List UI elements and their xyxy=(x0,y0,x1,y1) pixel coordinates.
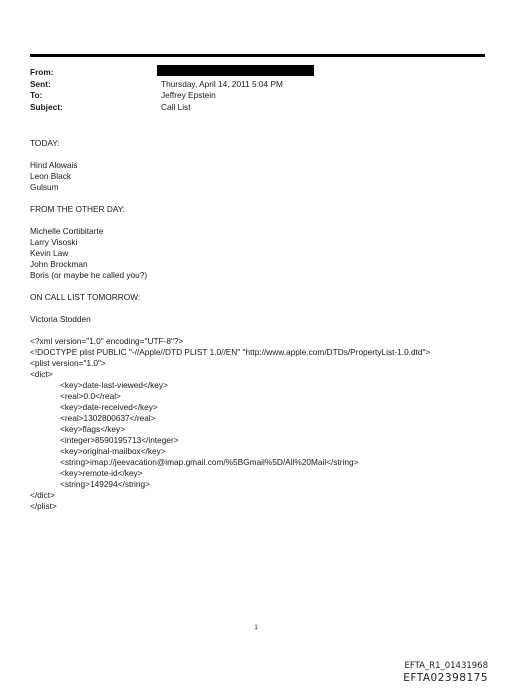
subject-value: Call List xyxy=(161,101,191,112)
to-value: Jeffrey Epstein xyxy=(161,90,216,100)
xml-line: <plist version="1.0"> xyxy=(30,358,106,368)
email-body xyxy=(30,138,485,512)
header-rule xyxy=(30,54,485,57)
xml-closing-line: </plist> xyxy=(30,501,57,511)
to-row xyxy=(30,90,485,102)
other-day-name: Kevin Law xyxy=(30,248,69,258)
xml-closing-line: </dict> xyxy=(30,490,55,500)
other-day-name: Boris (or maybe he called you?) xyxy=(30,270,148,280)
xml-dict-line: <real>1302800637</real> xyxy=(60,413,156,423)
xml-line: <?xml version="1.0" encoding="UTF-8"?> xyxy=(30,336,184,346)
xml-dict-line: <string>149294</string> xyxy=(60,479,150,489)
other-day-name: John Brockman xyxy=(30,259,88,269)
xml-dict-line: <key>flags</key> xyxy=(60,424,126,434)
today-name: Leon Black xyxy=(30,171,72,181)
xml-dict-line: <key>original-mailbox</key> xyxy=(60,446,166,456)
footer-doc-id-primary: EFTA_R1_01431968 xyxy=(404,661,488,671)
xml-dict-line: <key>date-received</key> xyxy=(60,402,158,412)
email-header xyxy=(30,67,485,113)
page-number: 1 xyxy=(254,624,258,631)
other-day-name: Larry Visoski xyxy=(30,237,78,247)
xml-dict-line: <real>0.0</real> xyxy=(60,391,121,401)
subject-row xyxy=(30,102,485,114)
xml-line: <dict> xyxy=(30,369,53,379)
footer-doc-id-secondary: EFTA02398175 xyxy=(403,672,488,684)
tomorrow-heading: ON CALL LIST TOMORROW: xyxy=(30,292,141,302)
subject-label: Subject: xyxy=(30,101,63,112)
from-label: From: xyxy=(30,67,54,77)
other-day-heading: FROM THE OTHER DAY: xyxy=(30,204,126,214)
redaction-bar xyxy=(157,65,314,76)
today-name: Gulsum xyxy=(30,182,59,192)
xml-dict-line: <string>imap://jeevacation@imap.gmail.com/%5BGmail%5D/All%20Mail</string> xyxy=(60,457,359,467)
xml-line: <!DOCTYPE plist PUBLIC "-//Apple//DTD PLIST 1.0//EN" "http://www.apple.com/DTDs/PropertyList-1.0.dtd"> xyxy=(30,347,431,357)
sent-row xyxy=(30,79,485,91)
sent-label: Sent: xyxy=(30,78,51,89)
today-heading: TODAY: xyxy=(30,138,60,148)
sent-value: Thursday, April 14, 2011 5:04 PM xyxy=(161,78,283,89)
xml-dict-line: <integer>8590195713</integer> xyxy=(60,435,179,445)
xml-dict-line: <key>remote-id</key> xyxy=(60,468,143,478)
other-day-name: Michelle Cortibitarte xyxy=(30,226,104,236)
today-name: Hind Alowais xyxy=(30,160,78,170)
xml-dict-line: <key>date-last-viewed</key> xyxy=(60,380,168,390)
to-label: To: xyxy=(30,90,43,100)
tomorrow-name: Victoria Stodden xyxy=(30,314,91,324)
from-row xyxy=(30,67,485,79)
